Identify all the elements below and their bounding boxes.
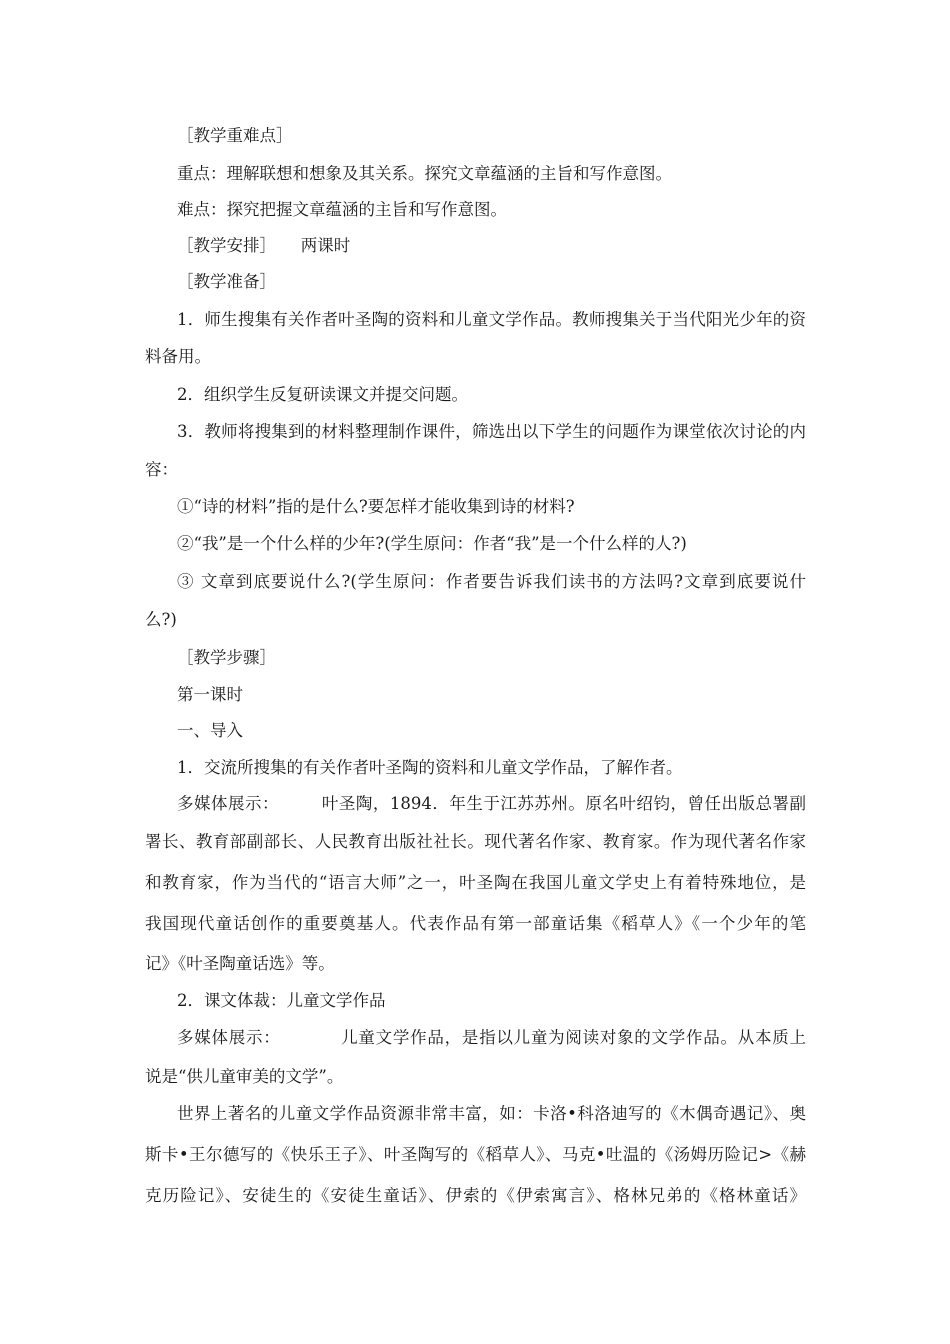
question-item: ①“诗的材料”指的是什么?要怎样才能收集到诗的材料? — [177, 497, 575, 516]
paragraph-line: 署长、教育部副部长、人民教育出版社社长。现代著名作家、教育家。作为现代著名作家 — [145, 832, 806, 851]
section-heading-steps: ［教学步骤］ — [177, 648, 276, 667]
subsection-heading: 一、导入 — [177, 721, 243, 740]
paragraph-line: 2．组织学生反复研读课文并提交问题。 — [177, 385, 468, 404]
paragraph-line: 我国现代童话创作的重要奠基人。代表作品有第一部童话集《稻草人》《一个少年的笔 — [145, 914, 806, 933]
paragraph-line: 和教育家，作为当代的“语言大师”之一，叶圣陶在我国儿童文学史上有着特殊地位，是 — [145, 873, 806, 892]
paragraph-line: 记》《叶圣陶童话选》等。 — [145, 954, 335, 973]
paragraph-line: 料备用。 — [145, 347, 211, 366]
question-item: ③ 文章到底要说什么?(学生原问：作者要告诉我们读书的方法吗?文章到底要说什 — [177, 572, 806, 591]
paragraph-line: 1．交流所搜集的有关作者叶圣陶的资料和儿童文学作品，了解作者。 — [177, 758, 683, 777]
paragraph-line: 斯卡•王尔德写的《快乐王子》、叶圣陶写的《稻草人》、马克•吐温的《汤姆历险记>《赫 — [145, 1145, 806, 1164]
paragraph-line: 么?) — [145, 610, 177, 629]
paragraph-line: 克历险记》、安徒生的《安徒生童话》、伊索的《伊索寓言》、格林兄弟的《格林童话》 — [145, 1186, 806, 1205]
lesson-heading: 第一课时 — [177, 685, 243, 704]
question-item: ②“我”是一个什么样的少年?(学生原问：作者“我”是一个什么样的人?) — [177, 534, 687, 553]
section-heading-schedule: ［教学安排］ 两课时 — [177, 236, 351, 255]
paragraph-line: 多媒体展示： 儿童文学作品，是指以儿童为阅读对象的文学作品。从本质上 — [177, 1028, 806, 1047]
paragraph-line: 世界上著名的儿童文学作品资源非常丰富，如：卡洛•科洛迪写的《木偶奇遇记》、奥 — [177, 1104, 806, 1123]
paragraph-line: 说是“供儿童审美的文学”。 — [145, 1067, 344, 1086]
paragraph-line: 3．教师将搜集到的材料整理制作课件，筛选出以下学生的问题作为课堂依次讨论的内 — [177, 422, 806, 441]
paragraph-line: 2．课文体裁：儿童文学作品 — [177, 991, 386, 1010]
paragraph-line: 多媒体展示： 叶圣陶，1894．年生于江苏苏州。原名叶绍钧，曾任出版总署副 — [177, 794, 806, 813]
section-heading-preparation: ［教学准备］ — [177, 272, 276, 291]
section-heading-key-points: ［教学重难点］ — [177, 126, 293, 145]
key-point-line: 重点：理解联想和想象及其关系。探究文章蕴涵的主旨和写作意图。 — [177, 164, 672, 183]
paragraph-line: 1．师生搜集有关作者叶圣陶的资料和儿童文学作品。教师搜集关于当代阳光少年的资 — [177, 310, 806, 329]
paragraph-line: 容： — [145, 460, 178, 479]
difficult-point-line: 难点：探究把握文章蕴涵的主旨和写作意图。 — [177, 200, 507, 219]
